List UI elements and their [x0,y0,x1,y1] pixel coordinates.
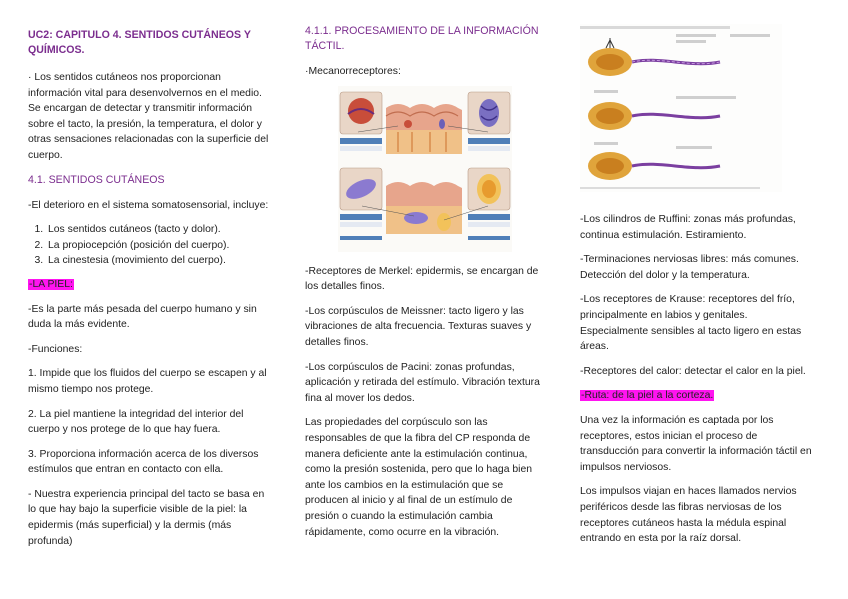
pacini-corpuscle-illustration [580,24,782,192]
intro-paragraph: · Los sentidos cutáneos nos proporcionan información vital para desenvolvernos en el medio. Se encargan de detectar y transmitir información sobre el tacto, la presión, la temperatura, el dolor y otras sensaciones relacionadas con la superficie del cuerpo. [28,72,269,161]
piel-heading-line [28,277,272,293]
list-item: 3. La cinestesia (movimiento del cuerpo). [46,253,272,269]
krause-paragraph: -Los receptores de Krause: receptores del frío, principalmente en labios y genitales. Especialmente sensibles al tacto ligero en estas áreas. [580,294,802,353]
ruffini-paragraph: -Los cilindros de Ruffini: zonas más profundas, continua estimulación. Estiramiento. [580,214,796,241]
meissner-paragraph: -Los corpúsculos de Meissner: tacto ligero y las vibraciones de alta frecuencia. Texturas suaves y detalles finos. [305,305,532,348]
terminaciones-paragraph: -Terminaciones nerviosas libres: más comunes. Detección del dolor y la temperatura. [580,254,799,281]
ruta-heading: -Ruta: de la piel a la corteza. [581,390,714,402]
impulsos-paragraph: Los impulsos viajan en haces llamados nervios periféricos desde las fibras nerviosas de los receptores cutáneos hasta la médula espinal entrando en esta por la raíz dorsal. [580,486,797,545]
propiedades-paragraph: Las propiedades del corpúsculo son las responsables de que la fibra del CP responda de manera deficiente ante la estimulación continua, como la presión sostenida, pero que lo haga bien ante los cambios en la estimulación que se producen al inicio y al final de un estímulo de presión o cuando la estimulación cambia rápidamente, como ocurre en la vibración. [305,417,533,538]
pacinian-response-figure [580,24,782,192]
funcion-item: 2. La piel mantiene la integridad del interior del cuerpo y nos protege de lo que hay fuera. [28,408,244,436]
funcion-item: 1. Impide que los fluidos del cuerpo se escapen y al mismo tiempo nos protege. [28,368,267,395]
somatosensorial-list [28,222,272,269]
section-title-procesamiento: 4.1.1. PROCESAMIENTO DE LA INFORMACIÓN TÁCTIL. [305,25,539,52]
section-title-sentidos: 4.1. SENTIDOS CUTÁNEOS [28,173,165,186]
pacini-paragraph: -Los corpúsculos de Pacini: zonas profundas, aplicación y retirada del estímulo. Vibración textura fina al mover los dedos. [305,361,540,404]
ruta-heading-line [580,388,818,404]
merkel-paragraph: -Receptores de Merkel: epidermis, se encargan de los detalles finos. [305,265,539,293]
mechanoreceptors-figure [338,86,512,252]
column-3 [580,24,818,556]
list-item: 2. La propiocepción (posición del cuerpo). [46,238,272,254]
piel-heading: -LA PIEL: [29,278,73,290]
skin-diagram-illustration [338,86,512,252]
piel-paragraph: -Es la parte más pesada del cuerpo humano y sin duda la más evidente. [28,303,257,331]
column-2 [305,24,545,549]
calor-paragraph: -Receptores del calor: detectar el calor en la piel. [580,365,806,377]
experiencia-paragraph: - Nuestra experiencia principal del tacto se basa en lo que hay bajo la superficie visible de la piel: la epidermis (más superficial) y la dermis (más profunda) [28,488,265,547]
column-1 [28,24,272,558]
chapter-title: UC2: CAPITULO 4. SENTIDOS CUTÁNEOS Y QUÍMICOS. [28,29,251,56]
mecanorreceptores-label: ·Mecanorreceptores: [305,66,401,77]
ruta-paragraph: Una vez la información es captada por los receptores, estos inician el proceso de transducción para convertir la información táctil en impulsos nerviosos. [580,414,812,473]
deterioro-paragraph: -El deterioro en el sistema somatosensorial, incluye: [28,199,269,211]
list-item: 1. Los sentidos cutáneos (tacto y dolor). [46,222,272,238]
funciones-label: -Funciones: [28,343,83,355]
funcion-item: 3. Proporciona información acerca de los diversos estímulos que entran en contacto con ella. [28,448,259,476]
